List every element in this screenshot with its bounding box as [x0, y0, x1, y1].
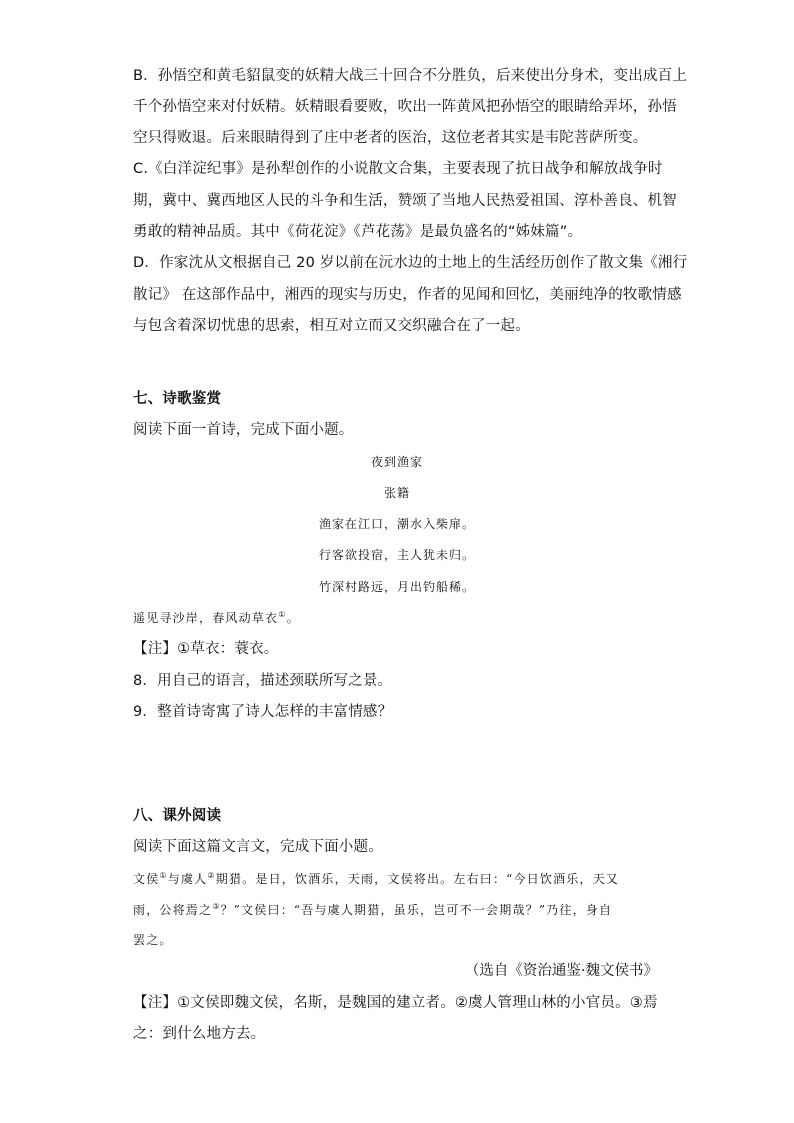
- option-d-line-2: 散记》 在这部作品中，湘西的现实与历史，作者的见闻和回忆，美丽纯净的牧歌情感: [133, 287, 682, 303]
- classical-text-line-2: [133, 901, 612, 919]
- section-8-heading: 八、课外阅读: [133, 808, 222, 824]
- classical-note-line-1: 【注】①文侯即魏文侯，名斯，是魏国的建立者。②虞人管理山林的小官员。③焉: [133, 995, 658, 1011]
- text-segment: 雨，公将焉之: [133, 903, 213, 917]
- question-9: 9．整首诗寄寓了诗人怎样的丰富情感？: [133, 704, 393, 720]
- section-7-instruction: 阅读下面一首诗，完成下面小题。: [133, 422, 354, 438]
- option-c-line-3: 勇敢的精神品质。其中《荷花淀》《芦花荡》是最负盛名的“姊妹篇”。: [133, 224, 583, 240]
- question-8: 8．用自己的语言，描述颈联所写之景。: [133, 673, 393, 689]
- option-c-line-1: C.《白洋淀纪事》是孙犁创作的小说散文合集，主要表现了抗日战争和解放战争时: [133, 161, 663, 177]
- option-d-line-3: 与包含着深切忧患的思索，相互对立而又交织融合在了一起。: [133, 318, 530, 334]
- option-b-line-3: 空只得败退。后来眼睛得到了庄中老者的医治，这位老者其实是韦陀菩萨所变。: [133, 130, 648, 146]
- option-d-line-1: D．作家沈从文根据自己 20 岁以前在沅水边的土地上的生活经历创作了散文集《湘行: [133, 255, 688, 271]
- poem-line-4: [133, 609, 300, 627]
- classical-text-line-1: [133, 870, 619, 888]
- footnote-marker: ②: [207, 871, 216, 880]
- section-7-heading: 七、诗歌鉴赏: [133, 391, 222, 407]
- section-8-instruction: 阅读下面这篇文言文，完成下面小题。: [133, 839, 383, 855]
- footnote-marker: ①: [278, 610, 287, 619]
- option-b-line-2: 千个孙悟空来对付妖精。妖精眼看要败，吹出一阵黄风把孙悟空的眼睛给弄坏，孙悟: [133, 99, 677, 115]
- text-source: （选自《资治通鉴·魏文侯书》: [464, 963, 658, 979]
- classical-note-line-2: 之：到什么地方去。: [133, 1026, 266, 1042]
- poem-author: 张籍: [383, 486, 410, 500]
- footnote-marker: ③: [212, 902, 221, 911]
- classical-text-line-3: 罢之。: [133, 933, 173, 947]
- text-segment: 与虞人: [167, 872, 208, 886]
- poem-note: 【注】①草衣：蓑衣。: [133, 641, 279, 657]
- poem-line-4-end: 。: [286, 611, 300, 625]
- poem-line-2: 行客欲投宿，主人犹未归。: [318, 548, 475, 562]
- text-segment: 期猎。是日，饮酒乐，天雨，文侯将出。左右曰：“今日饮酒乐，天又: [215, 872, 620, 886]
- option-c-line-2: 期，冀中、冀西地区人民的斗争和生活，赞颂了当地人民热爱祖国、淳朴善良、机智: [133, 193, 677, 209]
- poem-line-4-text: 遥见寻沙岸，春风动草衣: [133, 611, 279, 625]
- poem-line-3: 竹深村路远，月出钓船稀。: [318, 580, 475, 594]
- footnote-marker: ①: [159, 871, 168, 880]
- text-segment: ？”文侯曰：“吾与虞人期猎，虽乐，岂可不一会期哉？”乃往，身自: [220, 903, 613, 917]
- option-b-line-1: B．孙悟空和黄毛貂鼠变的妖精大战三十回合不分胜负，后来使出分身术，变出成百上: [133, 68, 688, 84]
- poem-title: 夜到渔家: [370, 455, 423, 469]
- poem-line-1: 渔家在江口，潮水入柴扉。: [318, 517, 475, 531]
- text-segment: 文侯: [133, 872, 160, 886]
